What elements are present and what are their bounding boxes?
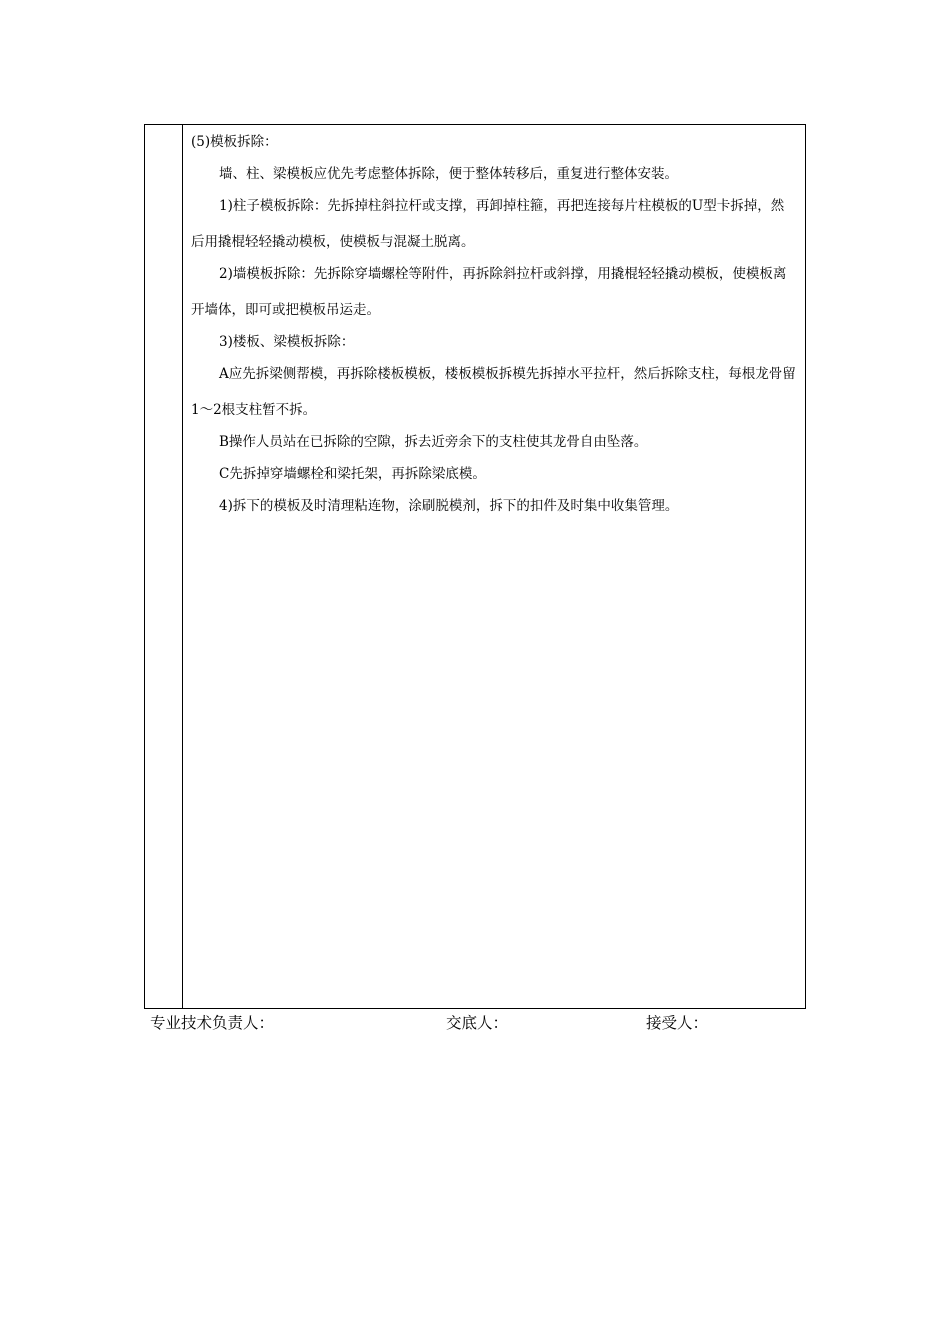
- briefing-content: [191, 133, 797, 529]
- paragraph-step-b: B操作人员站在已拆除的空隙，拆去近旁余下的支柱使其龙骨自由坠落。: [219, 434, 648, 450]
- paragraph-overview: 墙、柱、梁模板应优先考虑整体拆除，便于整体转移后，重复进行整体安装。: [219, 166, 678, 182]
- paragraph-slab-beam-formwork: 3)楼板、梁模板拆除：: [219, 334, 355, 350]
- signature-line: [150, 1011, 810, 1035]
- receiver-label: 接受人：: [646, 1014, 709, 1032]
- paragraph-wall-formwork: 2)墙模板拆除：先拆除穿墙螺栓等附件，再拆除斜拉杆或斜撑，用撬棍轻轻撬动模板，使模板离开墙体，即可或把模板吊运走。: [191, 266, 787, 318]
- paragraph-step-a: A应先拆梁侧帮模，再拆除楼板模板，楼板模板拆模先拆掉水平拉杆，然后拆除支柱，每根龙骨留1～2根支柱暂不拆。: [191, 366, 796, 418]
- paragraph-column-formwork: 1)柱子模板拆除：先拆掉柱斜拉杆或支撑，再卸掉柱箍，再把连接每片柱模板的U型卡拆掉，然后用撬棍轻轻撬动模板，使模板与混凝土脱离。: [191, 198, 785, 250]
- paragraph-cleanup: 4)拆下的模板及时清理粘连物，涂刷脱模剂，拆下的扣件及时集中收集管理。: [219, 498, 679, 514]
- section-heading: (5)模板拆除：: [191, 134, 278, 150]
- briefing-table: [144, 124, 806, 1009]
- table-label-column: [145, 125, 183, 1008]
- briefer-label: 交底人：: [446, 1014, 509, 1032]
- technical-lead-label: 专业技术负责人：: [150, 1014, 275, 1032]
- paragraph-step-c: C先拆掉穿墙螺栓和梁托架，再拆除梁底模。: [219, 466, 486, 482]
